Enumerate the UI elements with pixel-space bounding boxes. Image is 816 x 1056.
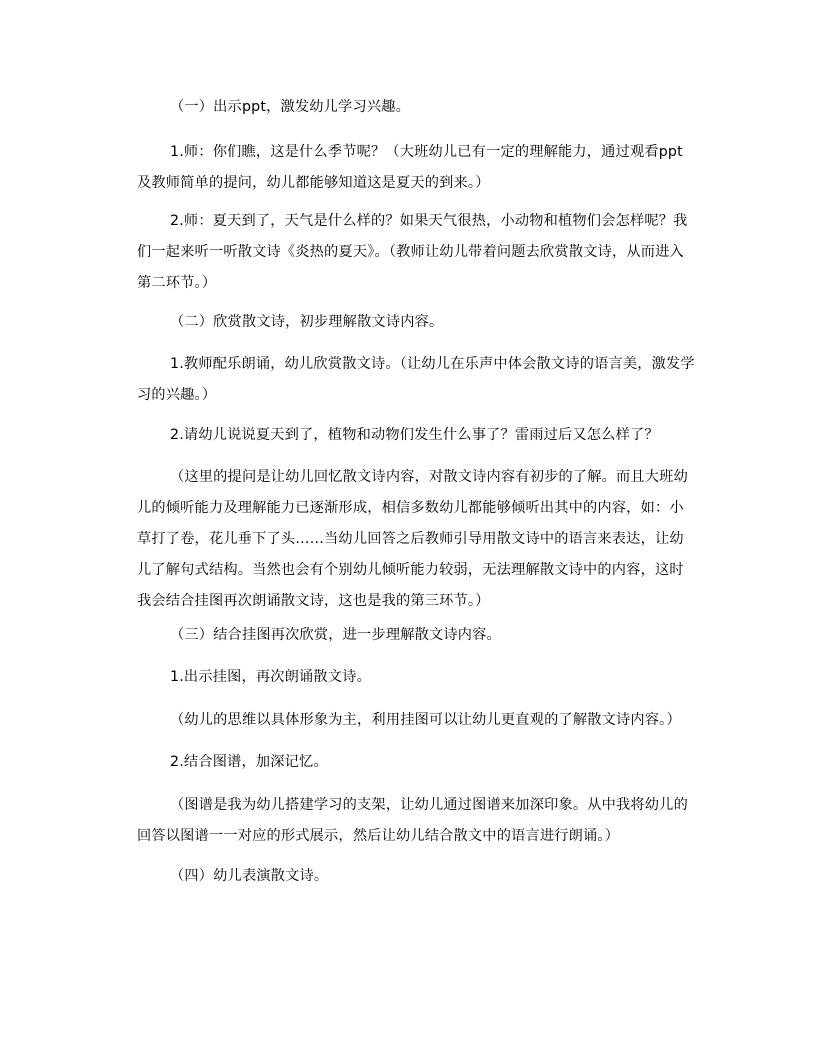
- paragraph: （幼儿的思维以具体形象为主，利用挂图可以让幼儿更直观的了解散文诗内容。）: [170, 712, 681, 728]
- paragraph: 2.结合图谱，加深记忆。: [170, 754, 328, 770]
- section-heading-1: （一）出示ppt，激发幼儿学习兴趣。: [170, 99, 410, 115]
- paragraph: 1.师：你们瞧，这是什么季节呢？（大班幼儿已有一定的理解能力，通过观看ppt及教师简单的提问，幼儿都能够知道这是夏天的到来。）: [137, 144, 683, 191]
- paragraph: 2.师：夏天到了，天气是什么样的？如果天气很热，小动物和植物们会怎样呢？我们一起来听一听散文诗《炎热的夏天》。（教师让幼儿带着问题去欣赏散文诗，从而进入第二环节。）: [137, 213, 688, 291]
- paragraph: 2.请幼儿说说夏天到了，植物和动物们发生什么事了？雷雨过后又怎么样了？: [170, 427, 659, 443]
- paragraph: 1.出示挂图，再次朗诵散文诗。: [170, 669, 371, 685]
- paragraph: （图谱是我为幼儿搭建学习的支架，让幼儿通过图谱来加深印象。从中我将幼儿的回答以图谱一一对应的形式展示，然后让幼儿结合散文中的语言进行朗诵。）: [137, 797, 688, 844]
- section-heading-2: （二）欣赏散文诗，初步理解散文诗内容。: [170, 314, 444, 330]
- section-heading-4: （四）幼儿表演散文诗。: [170, 868, 329, 884]
- paragraph: 1.教师配乐朗诵，幼儿欣赏散文诗。（让幼儿在乐声中体会散文诗的语言美，激发学习的兴趣。）: [137, 356, 695, 403]
- section-heading-3: （三）结合挂图再次欣赏，进一步理解散文诗内容。: [170, 627, 501, 643]
- paragraph: （这里的提问是让幼儿回忆散文诗内容，对散文诗内容有初步的了解。而且大班幼儿的倾听能力及理解能力已逐渐形成，相信多数幼儿都能够倾听出其中的内容，如：小草打了卷，花儿垂下了头……当幼儿回答之后教师引导用散文诗中的语言来表达，让幼儿了解句式结构。当然也会有个别幼儿倾听能力较弱，无法理解散文诗中的内容，这时我会结合挂图再次朗诵散文诗，这也是我的第三环节。）: [137, 469, 688, 609]
